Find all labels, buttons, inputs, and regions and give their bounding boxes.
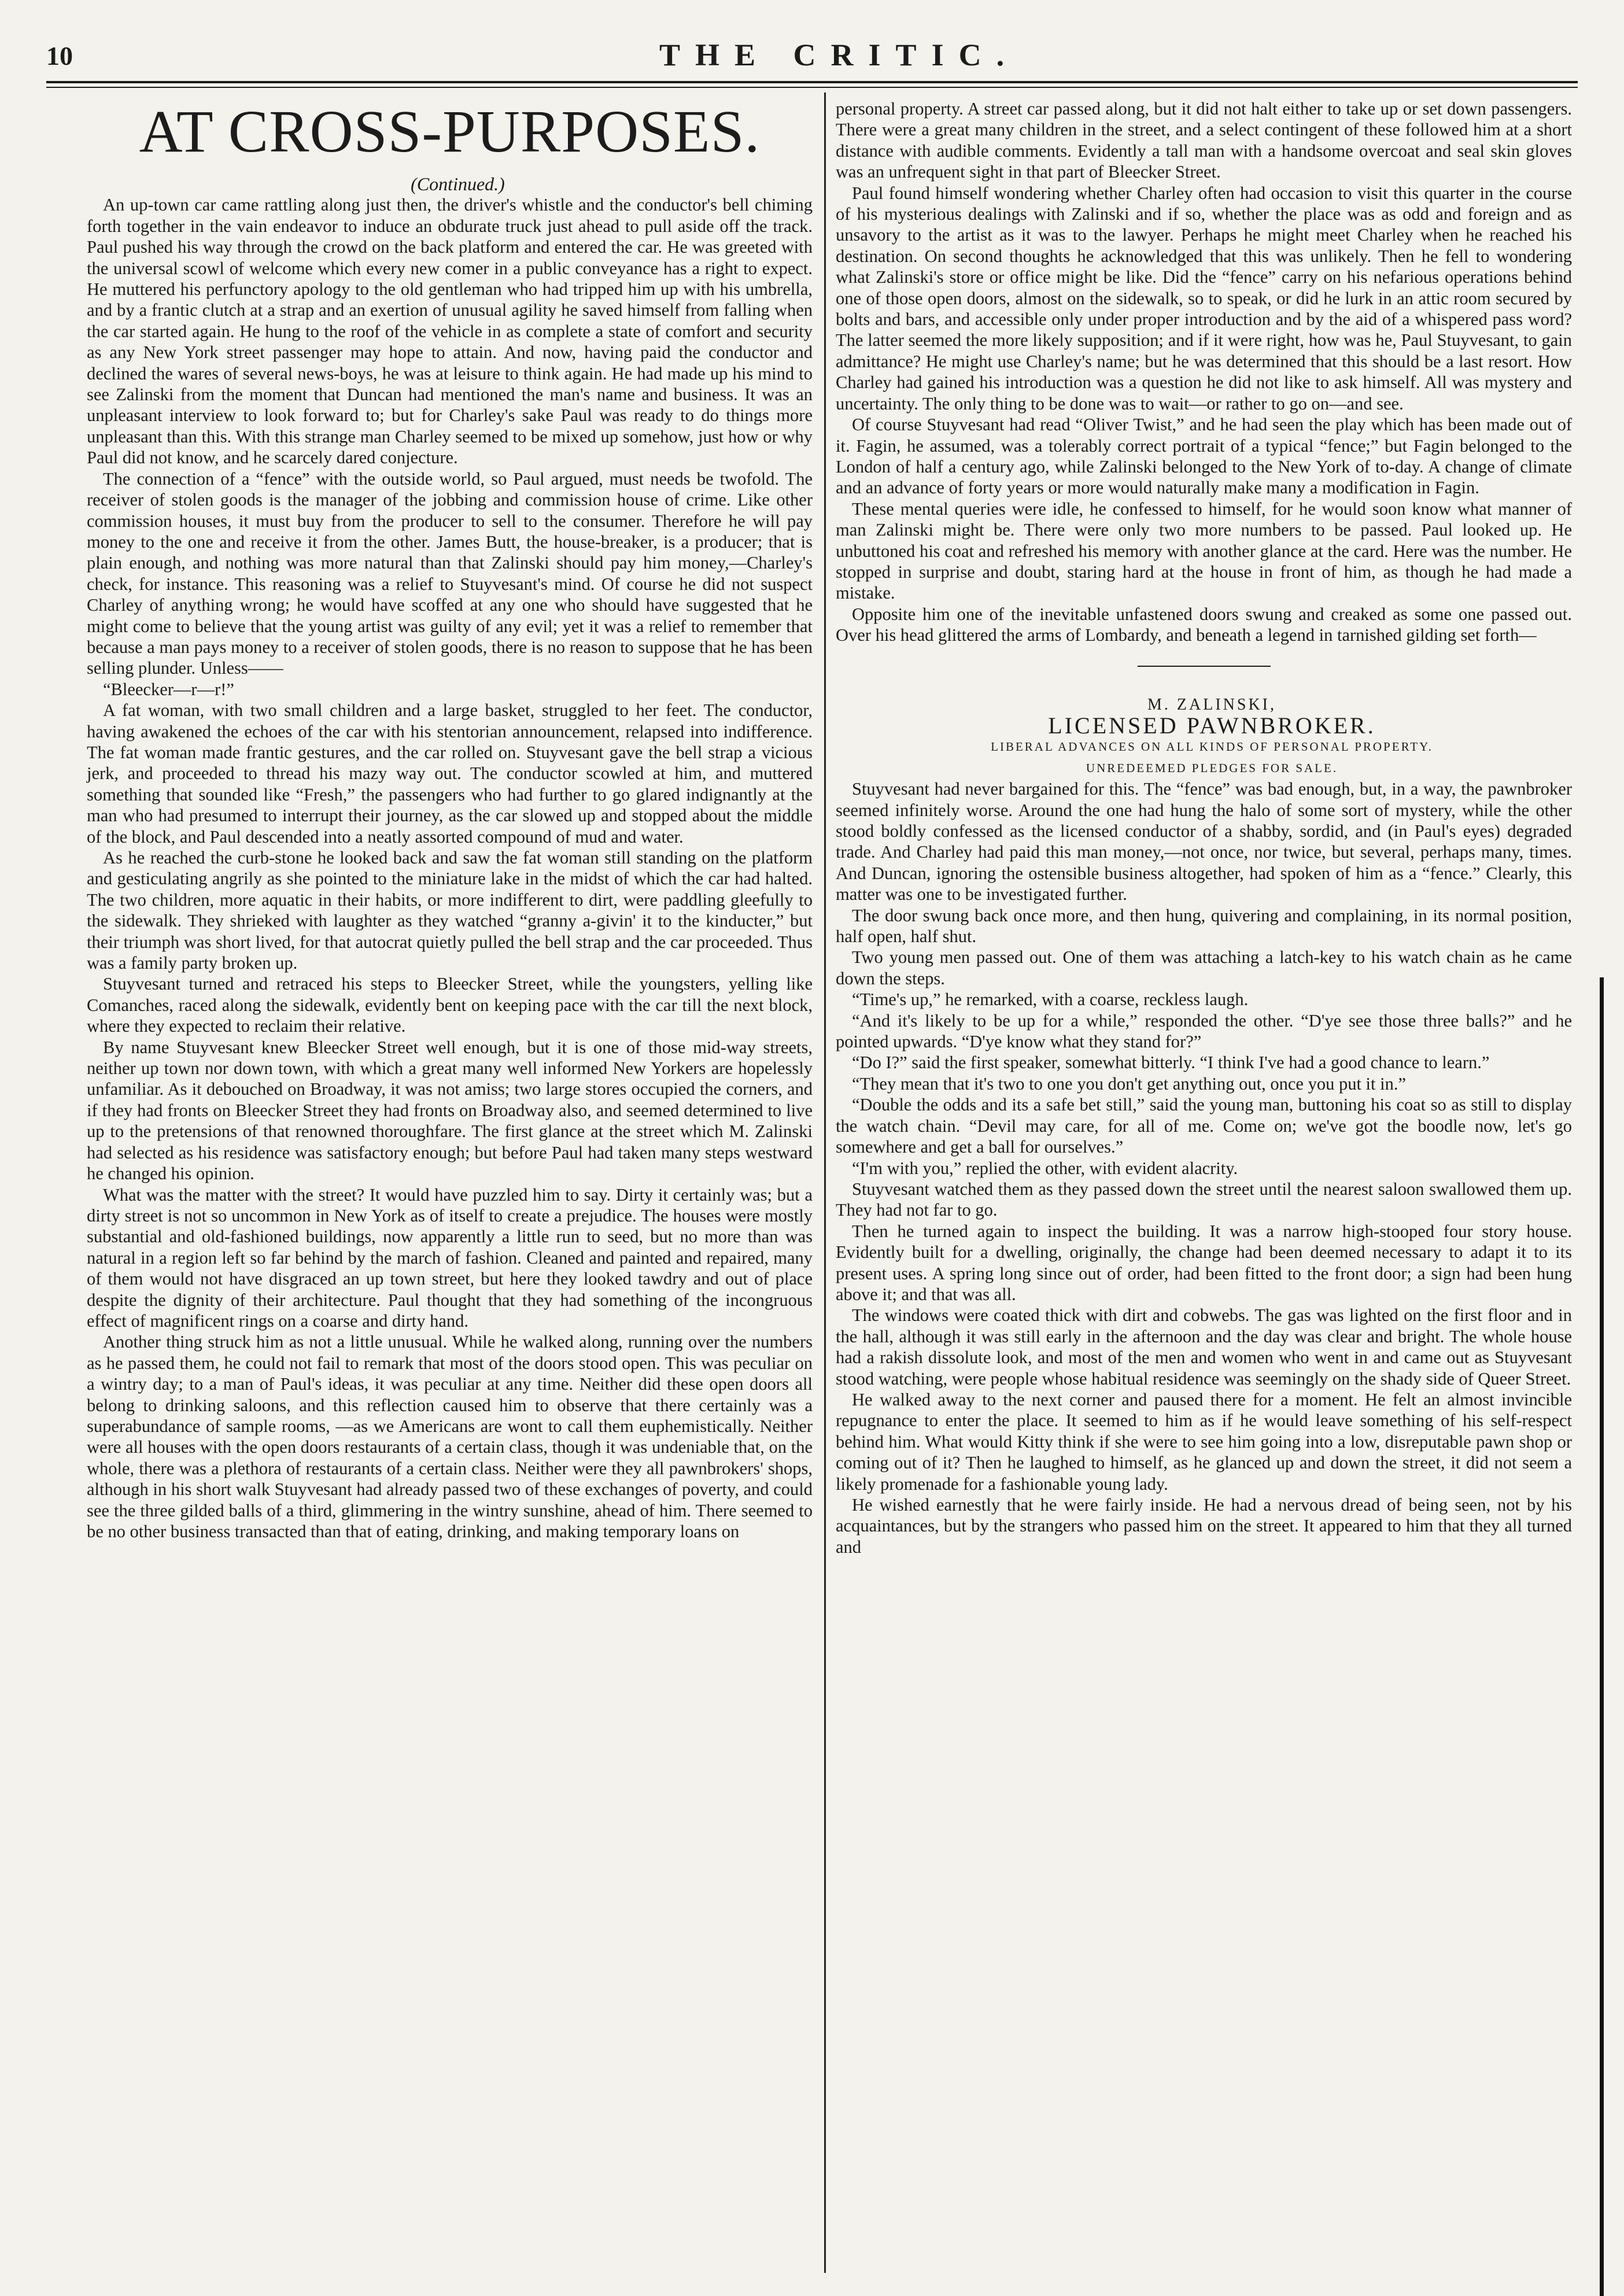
sign-line-1: LIBERAL ADVANCES ON ALL KINDS OF PERSONAL PROPERTY. (991, 740, 1433, 754)
body-paragraph: Stuyvesant watched them as they passed down the street until the nearest saloon swallowed them up. They had not far to go. (836, 1179, 1572, 1220)
column-divider (824, 93, 826, 2273)
body-paragraph: By name Stuyvesant knew Bleecker Street well enough, but it is one of those mid-way streets, neither up town nor down town, with which a great many well informed New Yorkers are hopelessly unfamiliar. As it debouched on Broadway, it was not amiss; two large stores occupied the corners, and if they had fronts on Bleecker Street they had fronts on Broadway also, and seemed determined to live up to the pretensions of that renowned thoroughfare. The first glance at the street which M. Zalinski had selected as his residence was satisfactory enough; but before Paul had taken many steps westward he changed his opinion. (87, 1037, 813, 1184)
body-paragraph: “I'm with you,” replied the other, with evident alacrity. (852, 1158, 1238, 1178)
body-paragraph: Two young men passed out. One of them was attaching a latch-key to his watch chain as he came down the steps. (836, 947, 1572, 988)
page-header (46, 37, 1578, 77)
body-paragraph: The connection of a “fence” with the outside world, so Paul argued, must needs be twofold. The receiver of stolen goods is the manager of the jobbing and commission house of crime. Like other commission houses, it must buy from the producer to sell to the consumer. Therefore he will pay money to the one and receive it from the other. James Butt, the house-breaker, is a producer; that is plain enough, and nothing was more natural than that Zalinski should pay him money,—Charley's check, for instance. This reasoning was a relief to Stuyvesant's mind. Of course he did not suspect Charley of anything wrong; he would have scoffed at any one who should have suggested that he might come to believe that the young artist was guilty of any evil; yet it was a relief to remember that because a man pays money to a receiver of stolen goods, there is no reason to suppose that he has been selling plunder. Unless—— (87, 468, 813, 678)
body-paragraph: As he reached the curb-stone he looked back and saw the fat woman still standing on the platform and gesticulating angrily as she pointed to the miniature lake in the midst of which the car had halted. The two children, more aquatic in their habits, or more indifferent to dirt, were paddling gleefully to the sidewalk. They shrieked with laughter as they watched “granny a-givin' it to the kinducter,” but their triumph was short lived, for that autocrat quietly pulled the bell strap and the car proceeded. Thus was a family party broken up. (87, 848, 813, 973)
body-paragraph: Of course Stuyvesant had read “Oliver Twist,” and he had seen the play which has been made out of it. Fagin, he assumed, was a tolerably correct portrait of a typical “fence;” but Fagin belonged to the London of half a century ago, while Zalinski belonged to the New York of to-day. A change of climate and an advance of forty years or more would naturally make many a modification in Fagin. (836, 415, 1572, 498)
body-paragraph: He walked away to the next corner and paused there for a moment. He felt an almost invincible repugnance to enter the place. It seemed to him as if he would leave something of his self-respect behind him. What would Kitty think if she were to see him going into a low, disreputable pawn shop or coming out of it? Then he laughed to himself, as he glanced up and down the street, it did not seem a likely promenade for a fashionable young lady. (836, 1389, 1572, 1494)
body-paragraph: Paul found himself wondering whether Charley often had occasion to visit this quarter in the course of his mysterious dealings with Zalinski and if so, whether the place was as odd and foreign and as unsavory to the artist as it was to the lawyer. Perhaps he might meet Charley when he reached his destination. On second thoughts he acknowledged that this was unlikely. Then he fell to wondering what Zalinski's store or office might be like. Did the “fence” carry on his nefarious operations behind one of those open doors, almost on the sidewalk, so to speak, or did he lurk in an attic room secured by bolts and bars, and accessible only under proper introduction and by the aid of a whispered pass word? The latter seemed the more likely supposition; and if it were right, how was he, Paul Stuyvesant, to gain admittance? He might use Charley's name; but he was determined that this should be a last resort. How Charley had gained his introduction was a question he did not like to ask himself. All was mystery and uncertainty. The only thing to be done was to wait—or rather to go on—and see. (836, 183, 1572, 414)
body-paragraph: What was the matter with the street? It would have puzzled him to say. Dirty it certainly was; but a dirty street is not so uncommon in New York as of itself to create a prejudice. The houses were mostly substantial and old-fashioned buildings, now apparently a little run to seed, but no more than was natural in a region left so far behind by the march of fashion. Cleaned and painted and repaired, many of them would not have disgraced an up town street, but here they looked tawdry and out of place despite the dignity of their architecture. Paul thought that they had something of the incongruous effect of magnificent rings on a coarse and dirty hand. (87, 1184, 813, 1331)
sign-title: LICENSED PAWNBROKER. (1048, 712, 1376, 739)
continued-note: (Continued.) (411, 174, 505, 194)
body-paragraph: These mental queries were idle, he confessed to himself, for he would soon know what manner of man Zalinski might be. There were only two more numbers to be passed. Paul looked up. He unbuttoned his coat and refreshed his memory with another glance at the card. Here was the number. He stopped in surprise and doubt, staring hard at the house in front of him, as though he had made a mistake. (836, 499, 1572, 603)
pawnbroker-sign (836, 695, 1572, 779)
running-title: THE CRITIC. (659, 38, 1020, 72)
body-paragraph: “And it's likely to be up for a while,” responded the other. “D'ye see those three balls?” and he pointed upwards. “D'ye know what they stand for?” (836, 1010, 1572, 1052)
body-paragraph: personal property. A street car passed along, but it did not halt either to take up or set down passengers. There were a great many children in the street, and a select contingent of these followed him at a short distance with audible comments. Evidently a tall man with a handsome overcoat and seal skin gloves was an unfrequent sight in that part of Bleecker Street. (836, 99, 1572, 182)
header-rule-thick (46, 81, 1578, 83)
section-rule (1138, 666, 1271, 667)
body-paragraph: An up-town car came rattling along just then, the driver's whistle and the conductor's bell chiming forth together in the vain endeavor to induce an obdurate truck just ahead to pull aside off the track. Paul pushed his way through the crowd on the back platform and entered the car. He was greeted with the universal scowl of welcome which every new comer in a public conveyance has a right to expect. He muttered his perfunctory apology to the old gentleman who had tripped him up with his umbrella, and by a frantic clutch at a strap and an exertion of unusual agility he saved himself from falling when the car started again. He hung to the roof of the vehicle in as complete a state of comfort and security as any New York street passenger may hope to attain. And now, having paid the conductor and declined the wares of several news-boys, he was at leisure to think again. He had made up his mind to see Zalinski from the moment that Duncan had mentioned the man's name and business. It was an unpleasant interview to look forward to; but for Charley's sake Paul was ready to do things more unpleasant than this. With this strange man Charley seemed to be mixed up somehow, just how or why Paul did not know, and he scarcely dared conjecture. (87, 195, 813, 468)
body-paragraph: “Do I?” said the first speaker, somewhat bitterly. “I think I've had a good chance to learn.” (852, 1053, 1490, 1073)
page-number: 10 (46, 41, 73, 71)
article-title: AT CROSS-PURPOSES. (139, 98, 761, 165)
body-paragraph: The door swung back once more, and then hung, quivering and complaining, in its normal position, half open, half shut. (836, 905, 1572, 947)
body-paragraph: He wished earnestly that he were fairly inside. He had a nervous dread of being seen, not by his acquaintances, but by the strangers who passed him on the street. It appeared to him that they all turned and (836, 1495, 1572, 1557)
body-paragraph: A fat woman, with two small children and a large basket, struggled to her feet. The conductor, having awakened the echoes of the car with his stentorian announcement, relapsed into indifference. The fat woman made frantic gestures, and the car rolled on. Stuyvesant gave the bell strap a vicious jerk, and proceeded to thread his mazy way out. The conductor scowled at him, and muttered something that sounded like “Fresh,” the passengers who had further to go glared indignantly at the man who had presumed to interrupt their journey, as the car slowed up and stopped about the middle of the block, and Paul descended into a neatly assorted compound of mud and water. (87, 700, 813, 847)
sign-name: M. ZALINSKI, (1147, 695, 1276, 714)
body-paragraph: Stuyvesant turned and retraced his steps to Bleecker Street, while the youngsters, yelling like Comanches, raced along the sidewalk, evidently bent on keeping pace with the car till the next block, where they expected to reclaim their relative. (87, 974, 813, 1036)
sign-line-2: UNREDEEMED PLEDGES FOR SALE. (1086, 761, 1338, 775)
body-paragraph: “Double the odds and its a safe bet still,” said the young man, buttoning his coat so as still to display the watch chain. “Devil may care, for all of me. Come on; we've got the boodle now, let's go somewhere and get a ball for ourselves.” (836, 1095, 1572, 1157)
right-column (836, 98, 1572, 1557)
body-paragraph: The windows were coated thick with dirt and cobwebs. The gas was lighted on the first floor and in the hall, although it was still early in the afternoon and the day was clear and bright. The whole house had a rakish dissolute look, and most of the men and women who went in and came out as Stuyvesant stood watching, were people whose habitual residence was seemingly on the shady side of Queer Street. (836, 1305, 1572, 1389)
body-paragraph: Another thing struck him as not a little unusual. While he walked along, running over the numbers as he passed them, he could not fail to remark that most of the doors stood open. This was peculiar on a wintry day; to a man of Paul's ideas, it was peculiar at any time. Neither did these open doors all belong to drinking saloons, and this reflection caused him to observe that there certainly was a superabundance of sample rooms, —as we Americans are wont to call them euphemistically. Neither were all houses with the open doors restaurants of a certain class, though it was undeniable that, on the whole, there was a plethora of restaurants of a certain class. Neither were they all pawnbrokers' shops, although in his short walk Stuyvesant had already passed two of these exchanges of poverty, and could see the three gilded balls of a third, glimmering in the wintry sunshine, ahead of him. There seemed to be no other business transacted than that of eating, drinking, and making temporary loans on (87, 1332, 813, 1541)
scan-edge-bar (1600, 977, 1604, 2296)
header-rule-thin (46, 87, 1578, 88)
body-paragraph: Opposite him one of the inevitable unfastened doors swung and creaked as some one passed out. Over his head glittered the arms of Lombardy, and beneath a legend in tarnished gilding set forth— (836, 604, 1572, 645)
body-paragraph: Stuyvesant had never bargained for this. The “fence” was bad enough, but, in a way, the pawnbroker seemed infinitely worse. Around the one had hung the halo of some sort of mystery, while the other stood boldly confessed as the licensed conductor of a shabby, sordid, and (in Paul's eyes) degraded trade. And Charley had paid this man money,—not once, nor twice, but several, perhaps many, times. And Duncan, ignoring the ostensible business altogether, had spoken of him as a “fence.” Clearly, this matter was one to be investigated further. (836, 779, 1572, 905)
body-paragraph: Then he turned again to inspect the building. It was a narrow high-stooped four story house. Evidently built for a dwelling, originally, the change had been deemed necessary to adapt it to its present uses. A spring long since out of order, had been fitted to the front door; a sign had been hung above it; and that was all. (836, 1221, 1572, 1304)
body-paragraph: “Bleecker—r—r!” (103, 679, 234, 699)
body-paragraph: “Time's up,” he remarked, with a coarse, reckless laugh. (852, 990, 1249, 1010)
left-column (87, 98, 813, 1542)
body-paragraph: “They mean that it's two to one you don't get anything out, once you put it in.” (852, 1073, 1407, 1094)
